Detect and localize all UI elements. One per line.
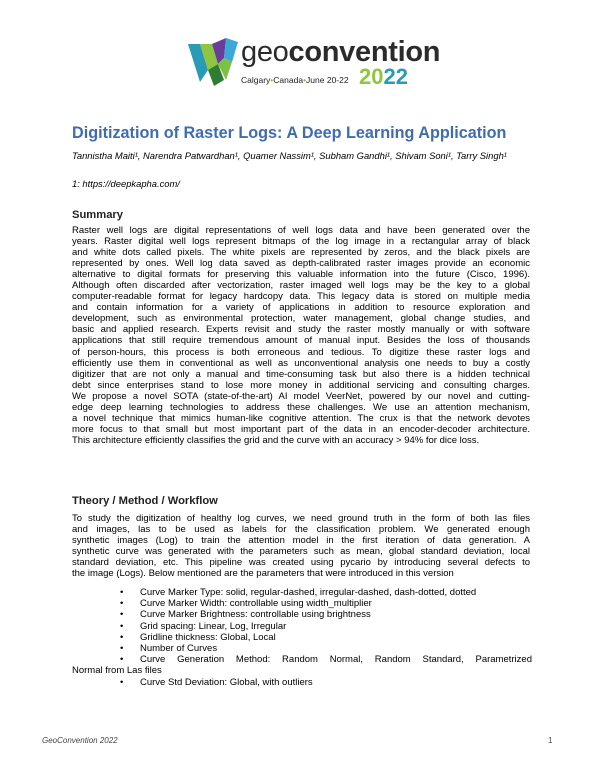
footer-conference: GeoConvention 2022 — [42, 736, 118, 745]
summary-heading: Summary — [72, 209, 123, 221]
summary-line: and contain information for a variety of applications in addition to resource exploration and — [72, 302, 530, 314]
parameter-item: • Gridline thickness: Global, Local — [120, 631, 276, 643]
geoconvention-logo — [186, 34, 441, 96]
summary-paragraph — [72, 225, 530, 446]
summary-line: development, such as environmental protection, water management, global change studies, and — [72, 313, 530, 325]
summary-line: efficiently use them in conventional as well as unconventional analysis one needs to buy a costly — [72, 357, 530, 369]
theory-line: standard deviation, etc. This pipeline was created using pycario by introducing several defects to — [72, 557, 530, 569]
parameter-item: • Curve Generation Method: Random Normal, Random Standard, Parametrized Normal from Las files — [72, 654, 532, 677]
parameter-item: • Grid spacing: Linear, Log, Irregular — [120, 620, 287, 632]
theory-line: the image (Logs). Below mentioned are the parameters that were introduced in this version — [72, 568, 454, 580]
theory-line: synthetic curve was generated with the parameters such as mean, global standard deviation, local — [72, 546, 530, 558]
author-list: Tannistha Maiti¹, Narendra Patwardhan¹, Quamer Nassim¹, Subham Gandhi¹, Shivam Soni¹, Tarry Singh¹ — [72, 150, 507, 161]
parameter-item: • Curve Std Deviation: Global, with outliers — [120, 676, 313, 688]
parameter-item: • Curve Marker Brightness: controllable using brightness — [120, 609, 371, 621]
parameter-item: • Number of Curves — [120, 643, 218, 655]
summary-line: computer-readable format for legacy hardcopy data. This legacy data is stored on multiple media — [72, 291, 530, 303]
summary-line: a novel technique that mimics human-like cognitive attention. The crux is that the network devotes — [72, 412, 530, 424]
summary-line: of person-hours, this process is both erroneous and tedious. To digitize these raster logs and — [72, 346, 530, 358]
summary-line: applications that still require tremendous amount of manual input. Besides the loss of thousands — [72, 335, 530, 347]
bullet-icon: • — [120, 598, 124, 610]
logo-wordmark: geoconvention — [241, 36, 441, 68]
summary-line: and white dots called pixels. The white pixels are represented by zeros, and the black pixels are — [72, 247, 530, 259]
footer-page-number: 1 — [548, 736, 553, 745]
summary-line: years. Raster digital well logs represent bitmaps of the log image in a rectangular array of black — [72, 236, 530, 248]
bullet-icon: • — [120, 676, 124, 688]
summary-line: We propose a novel SOTA (state-of-the-art) AI model VeerNet, powered by our novel and cutting- — [72, 390, 530, 402]
summary-line: Raster well logs are digital representations of well logs data and have been generated over the — [72, 225, 530, 236]
logo-year: 2022 — [359, 64, 408, 89]
summary-line: digitizer that are not only a manual and time-consuming task but also there is a hidden technical — [72, 368, 530, 380]
paper-title: Digitization of Raster Logs: A Deep Learning Application — [72, 124, 507, 142]
theory-paragraph — [72, 513, 530, 579]
summary-line: basic and applied research. Experts revisit and study the raster mostly manually or with software — [72, 324, 530, 336]
parameter-item: • Curve Marker Width: controllable using width_multiplier — [120, 598, 372, 610]
bullet-icon: • — [120, 609, 124, 621]
summary-line: Although often discarded after vectorization, raster imaged well logs may be the key to a global — [72, 280, 530, 292]
bullet-icon: • — [120, 654, 124, 666]
theory-heading: Theory / Method / Workflow — [72, 495, 218, 507]
theory-line: synthetic images (Log) to train the attention model in the first iteration of data generation. A — [72, 535, 530, 547]
affiliation-link[interactable]: 1: https://deepkapha.com/ — [72, 178, 180, 189]
summary-line: more focus to that small but most important part of the data in an encoder-decoder architecture. — [72, 423, 530, 435]
summary-line: alternative to digital formats for preserving this valuable information into the future (Cisco, 1996). — [72, 269, 530, 281]
summary-line: debt since enterprises stand to lose more money in additional servicing and consulting charges. — [72, 379, 530, 391]
bullet-icon: • — [120, 643, 124, 655]
theory-line: and images, las to be used as labels for the classification problem. We generated enough — [72, 524, 530, 536]
logo-location: Calgary•Canada•June 20-22 — [241, 75, 349, 85]
parameter-item: • Curve Marker Type: solid, regular-dashed, irregular-dashed, dash-dotted, dotted — [120, 587, 477, 598]
bullet-icon: • — [120, 631, 124, 643]
bullet-icon: • — [120, 587, 124, 598]
summary-line: edge deep learning technologies to address these challenges. We use an attention mechanism, — [72, 401, 530, 413]
parameter-list — [72, 587, 532, 688]
theory-line: To study the digitization of healthy log curves, we need ground truth in the form of both las files — [72, 513, 530, 524]
logo-mark-icon — [186, 34, 240, 88]
summary-line: represented by ones. Well log data saved as depth-calibrated raster images provide an economic — [72, 258, 530, 270]
bullet-icon: • — [120, 620, 124, 632]
summary-line: This architecture efficiently classifies the grid and the curve with an accuracy > 94% for dice loss. — [72, 434, 480, 446]
